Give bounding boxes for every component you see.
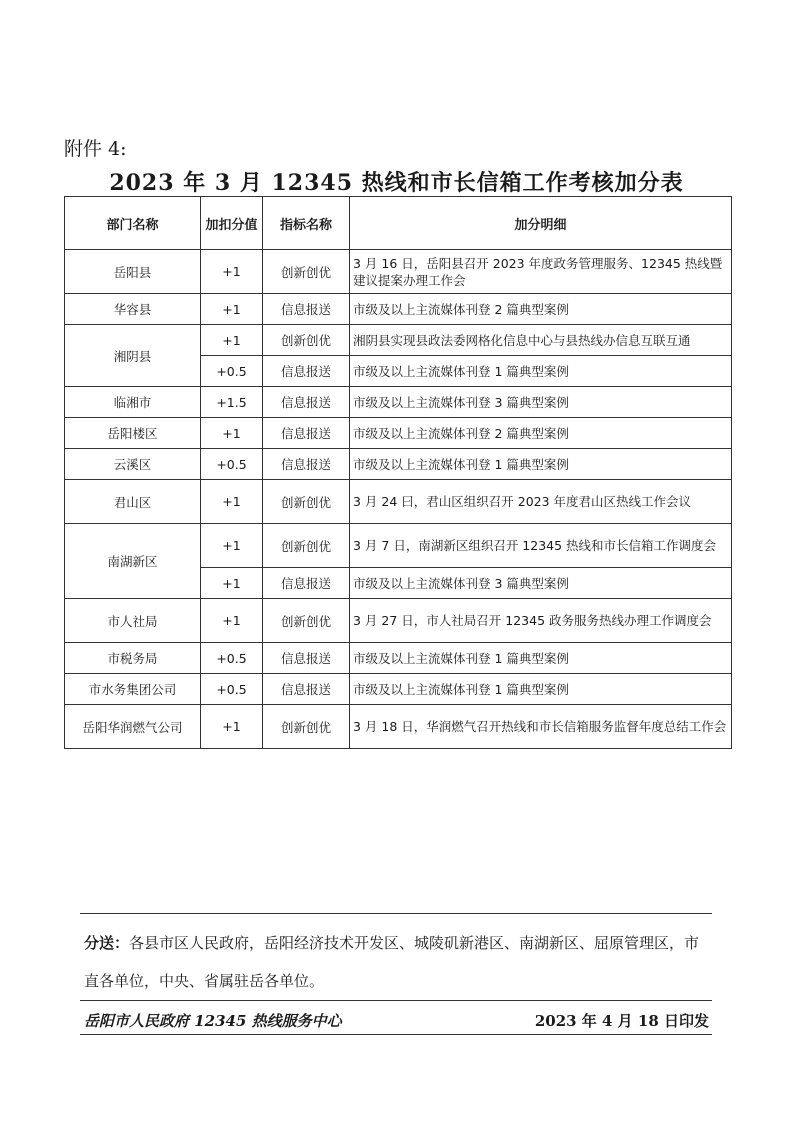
detail-cell: 3 月 7 日，南湖新区组织召开 12345 热线和市长信箱工作调度会 bbox=[350, 524, 732, 568]
table-row bbox=[65, 250, 732, 294]
indicator-cell: 创新创优 bbox=[263, 705, 350, 749]
detail-cell: 市级及以上主流媒体刊登 1 篇典型案例 bbox=[350, 674, 732, 705]
dept-cell: 临湘市 bbox=[65, 387, 201, 418]
score-cell: +0.5 bbox=[201, 674, 263, 705]
table-row bbox=[65, 294, 732, 325]
detail-cell: 市级及以上主流媒体刊登 1 篇典型案例 bbox=[350, 643, 732, 674]
dept-cell: 市税务局 bbox=[65, 643, 201, 674]
divider-bottom bbox=[80, 1034, 712, 1035]
header-detail: 加分明细 bbox=[350, 197, 732, 250]
distribution-text: 各县市区人民政府，岳阳经济技术开发区、城陵矶新港区、南湖新区、屈原管理区，市直各单位，中央、省属驻岳各单位。 bbox=[84, 934, 700, 990]
dept-cell: 岳阳县 bbox=[65, 250, 201, 294]
table-row bbox=[65, 674, 732, 705]
indicator-cell: 信息报送 bbox=[263, 674, 350, 705]
table-row bbox=[65, 524, 732, 568]
dept-cell: 市人社局 bbox=[65, 599, 201, 643]
indicator-cell: 信息报送 bbox=[263, 356, 350, 387]
dept-cell: 君山区 bbox=[65, 480, 201, 524]
score-cell: +1 bbox=[201, 599, 263, 643]
score-cell: +1 bbox=[201, 250, 263, 294]
indicator-cell: 创新创优 bbox=[263, 480, 350, 524]
distribution-label: 分送： bbox=[84, 934, 130, 952]
indicator-cell: 信息报送 bbox=[263, 449, 350, 480]
detail-cell: 市级及以上主流媒体刊登 3 篇典型案例 bbox=[350, 387, 732, 418]
dept-cell: 市水务集团公司 bbox=[65, 674, 201, 705]
detail-cell: 3 月 16 日，岳阳县召开 2023 年度政务管理服务、12345 热线暨建议提案办理工作会 bbox=[350, 250, 732, 294]
dept-cell: 岳阳楼区 bbox=[65, 418, 201, 449]
detail-cell: 3 月 27 日，市人社局召开 12345 政务服务热线办理工作调度会 bbox=[350, 599, 732, 643]
header-dept: 部门名称 bbox=[65, 197, 201, 250]
score-cell: +1 bbox=[201, 568, 263, 599]
header-score: 加扣分值 bbox=[201, 197, 263, 250]
table-row bbox=[65, 387, 732, 418]
score-cell: +1 bbox=[201, 418, 263, 449]
dept-cell: 华容县 bbox=[65, 294, 201, 325]
table-row bbox=[65, 325, 732, 356]
indicator-cell: 信息报送 bbox=[263, 294, 350, 325]
detail-cell: 市级及以上主流媒体刊登 1 篇典型案例 bbox=[350, 449, 732, 480]
page-title: 2023 年 3 月 12345 热线和市长信箱工作考核加分表 bbox=[109, 170, 684, 196]
table-header-row bbox=[65, 197, 732, 250]
indicator-cell: 创新创优 bbox=[263, 250, 350, 294]
footer-issuer: 岳阳市人民政府 12345 热线服务中心 bbox=[84, 1012, 342, 1030]
divider-middle bbox=[80, 1000, 712, 1001]
indicator-cell: 创新创优 bbox=[263, 325, 350, 356]
score-cell: +1 bbox=[201, 524, 263, 568]
score-cell: +0.5 bbox=[201, 449, 263, 480]
table-row bbox=[65, 480, 732, 524]
indicator-cell: 创新创优 bbox=[263, 524, 350, 568]
table-body bbox=[65, 250, 732, 749]
detail-cell: 市级及以上主流媒体刊登 1 篇典型案例 bbox=[350, 356, 732, 387]
detail-cell: 市级及以上主流媒体刊登 2 篇典型案例 bbox=[350, 294, 732, 325]
score-cell: +0.5 bbox=[201, 356, 263, 387]
score-cell: +1 bbox=[201, 294, 263, 325]
score-cell: +1 bbox=[201, 705, 263, 749]
indicator-cell: 创新创优 bbox=[263, 599, 350, 643]
table-row bbox=[65, 449, 732, 480]
score-cell: +1.5 bbox=[201, 387, 263, 418]
detail-cell: 3 月 18 日，华润燃气召开热线和市长信箱服务监督年度总结工作会 bbox=[350, 705, 732, 749]
footer-date: 2023 年 4 月 18 日印发 bbox=[534, 1012, 709, 1030]
detail-cell: 市级及以上主流媒体刊登 3 篇典型案例 bbox=[350, 568, 732, 599]
indicator-cell: 信息报送 bbox=[263, 568, 350, 599]
indicator-cell: 信息报送 bbox=[263, 418, 350, 449]
dept-cell: 云溪区 bbox=[65, 449, 201, 480]
dept-cell: 岳阳华润燃气公司 bbox=[65, 705, 201, 749]
dept-cell: 湘阴县 bbox=[65, 325, 201, 387]
table-row bbox=[65, 643, 732, 674]
table-row bbox=[65, 705, 732, 749]
table-row bbox=[65, 599, 732, 643]
dept-cell: 南湖新区 bbox=[65, 524, 201, 599]
score-cell: +1 bbox=[201, 325, 263, 356]
score-cell: +1 bbox=[201, 480, 263, 524]
indicator-cell: 信息报送 bbox=[263, 643, 350, 674]
table-row bbox=[65, 418, 732, 449]
detail-cell: 湘阴县实现县政法委网格化信息中心与县热线办信息互联互通 bbox=[350, 325, 732, 356]
attachment-label: 附件 4: bbox=[64, 138, 127, 160]
score-table bbox=[64, 196, 732, 749]
detail-cell: 3 月 24 曰，君山区组织召开 2023 年度君山区热线工作会议 bbox=[350, 480, 732, 524]
distribution-block bbox=[84, 924, 714, 1000]
divider-top bbox=[80, 913, 712, 914]
header-indicator: 指标名称 bbox=[263, 197, 350, 250]
score-cell: +0.5 bbox=[201, 643, 263, 674]
indicator-cell: 信息报送 bbox=[263, 387, 350, 418]
detail-cell: 市级及以上主流媒体刊登 2 篇典型案例 bbox=[350, 418, 732, 449]
